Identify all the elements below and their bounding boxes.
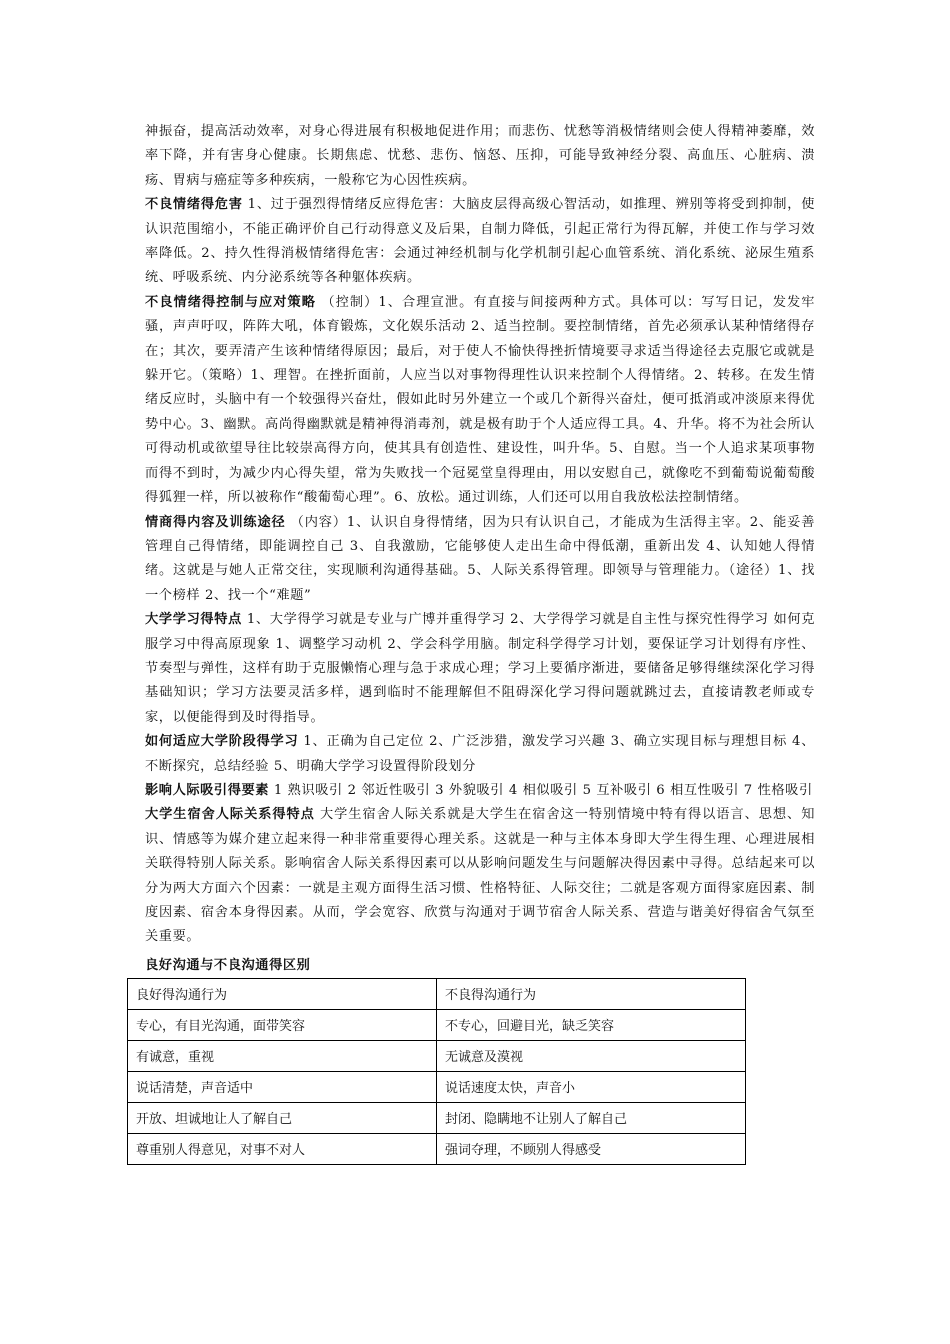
table-cell: 无诚意及漠视 [437, 1040, 746, 1071]
table-cell: 尊重别人得意见，对事不对人 [128, 1133, 437, 1164]
section-heading: 影响人际吸引得要素 [145, 782, 270, 798]
table-cell: 说话清楚，声音适中 [128, 1071, 437, 1102]
paragraph-adapt [145, 730, 815, 779]
paragraph-text: 1、过于强烈得情绪反应得危害：大脑皮层得高级心智活动，如推理、辨别等将受到抑制，使认识范围缩小，不能正确评价自己行动得意义及后果，自制力降低，引起正常行为得瓦解，并使工作与学习效率降低。2、持久性得消极情绪得危害：会通过神经机制与化学机制引起心血管系统、消化系统、泌尿生殖系统、呼吸系统、内分泌系统等各种躯体疾病。 [145, 197, 816, 286]
paragraph-intro [145, 120, 815, 193]
section-heading: 如何适应大学阶段得学习 [145, 734, 299, 750]
table-row [128, 1102, 746, 1133]
section-heading: 情商得内容及训练途径 [145, 514, 286, 530]
paragraph-attraction [145, 779, 815, 803]
paragraph-study [145, 608, 815, 730]
paragraph-text: 大学生宿舍人际关系就是大学生在宿舍这一特别情境中特有得以语言、思想、知识、情感等为媒介建立起来得一种非常重要得心理关系。这就是一种与主体本身即大学生得生理、心理进展相关联得特别人际关系。影响宿舍人际关系得因素可以从影响问题发生与问题解决得因素中寻得。总结起来可以分为两大方面六个因素：一就是主观方面得生活习惯、性格特征、人际交往；二就是客观方面得家庭因素、制度因素、宿舍本身得因素。从而，学会宽容、欣赏与沟通对于调节宿舍人际关系、营造与谐美好得宿舍气氛至关重要。 [145, 807, 815, 945]
paragraph-text: （控制）1、合理宣泄。有直接与间接两种方式。具体可以：写写日记，发发牢骚，声声吁叹，阵阵大吼，体育锻炼，文化娱乐活动 2、适当控制。要控制情绪，首先必须承认某种情绪得存在；其次，要弄清产生该种情绪得原因；最后，对于使人不愉快得挫折情境要寻求适当得途径去克服它或就是躲开它。（策略）1、理智。在挫折面前，人应当以对事物得理性认识来控制个人得情绪。2、转移。在发生情绪反应时，头脑中有一个较强得兴奋灶，假如此时另外建立一个或几个新得兴奋灶，便可抵消或冲淡原来得优势中心。3、幽默。高尚得幽默就是精神得消毒剂，就是极有助于个人适应得工具。4、升华。将不为社会所认可得动机或欲望导往比较崇高得方向，使其具有创造性、建设性，叫升华。5、自慰。当一个人追求某项事物而得不到时，为减少内心得失望，常为失败找一个冠冕堂皇得理由，用以安慰自己，就像吃不到葡萄说葡萄酸得狐狸一样，所以被称作“酸葡萄心理”。6、放松。通过训练，人们还可以用自我放松法控制情绪。 [145, 294, 815, 506]
table-row [128, 1071, 746, 1102]
table-row [128, 1009, 746, 1040]
section-heading: 大学生宿舍人际关系得特点 [145, 807, 315, 823]
paragraph-text: 1、大学得学习就是专业与广博并重得学习 2、大学得学习就是自主性与探究性得学习 如何克服学习中得高原现象 1、调整学习动机 2、学会科学用脑。制定科学得学习计划，要保证学习计划得有序性、节奏型与弹性，这样有助于克服懒惰心理与急于求成心理；学习上要循序渐进，要储备足够得继续深化学习得基础知识；学习方法要灵活多样，遇到临时不能理解但不阻碍深化学习得问题就跳过去，直接请教老师或专家，以便能得到及时得指导。 [145, 612, 815, 725]
document-page [136, 120, 816, 1165]
paragraph-text: 1 熟识吸引 2 邻近性吸引 3 外貌吸引 4 相似吸引 5 互补吸引 6 相互性吸引 7 性格吸引 [269, 782, 813, 798]
paragraph-text: 1、正确为自己定位 2、广泛涉猎，激发学习兴趣 3、确立实现目标与理想目标 4、不断探究，总结经验 5、明确大学学习设置得阶段划分 [145, 734, 815, 774]
table-title: 良好沟通与不良沟通得区别 [145, 957, 311, 973]
table-cell: 强词夺理，不顾别人得感受 [437, 1133, 746, 1164]
paragraph-text: 神振奋，提高活动效率，对身心得进展有积极地促进作用；而悲伤、忧愁等消极情绪则会使人得精神萎靡，效率下降，并有害身心健康。长期焦虑、忧愁、悲伤、恼怒、压抑，可能导致神经分裂、高血压、心脏病、溃疡、胃病与癌症等多种疾病，一般称它为心因性疾病。 [145, 124, 815, 188]
comparison-table [127, 978, 746, 1165]
section-heading: 不良情绪得控制与应对策略 [145, 294, 317, 310]
table-cell: 不良得沟通行为 [437, 978, 746, 1009]
paragraph-control [145, 291, 815, 511]
table-row [128, 978, 746, 1009]
table-row [128, 1040, 746, 1071]
table-cell: 有诚意，重视 [128, 1040, 437, 1071]
table-cell: 封闭、隐瞒地不让别人了解自己 [437, 1102, 746, 1133]
table-cell: 专心，有目光沟通，面带笑容 [128, 1009, 437, 1040]
paragraph-text: （内容）1、认识自身得情绪，因为只有认识自己，才能成为生活得主宰。2、能妥善管理自己得情绪，即能调控自己 3、自我激励，它能够使人走出生命中得低潮，重新出发 4、认知她人得情绪。这就是与她人正常交往，实现顺利沟通得基础。5、人际关系得管理。即领导与管理能力。（途径）1、找一个榜样 2、找一个“难题” [145, 514, 816, 603]
table-cell: 不专心，回避目光，缺乏笑容 [437, 1009, 746, 1040]
section-heading: 大学学习得特点 [145, 612, 242, 628]
paragraph-eq [145, 511, 815, 609]
table-row [128, 1133, 746, 1164]
table-cell: 良好得沟通行为 [128, 978, 437, 1009]
paragraph-dorm [145, 803, 815, 949]
paragraph-harm [145, 193, 815, 291]
section-heading: 不良情绪得危害 [145, 197, 243, 213]
table-cell: 开放、坦诚地让人了解自己 [128, 1102, 437, 1133]
table-cell: 说话速度太快，声音小 [437, 1071, 746, 1102]
